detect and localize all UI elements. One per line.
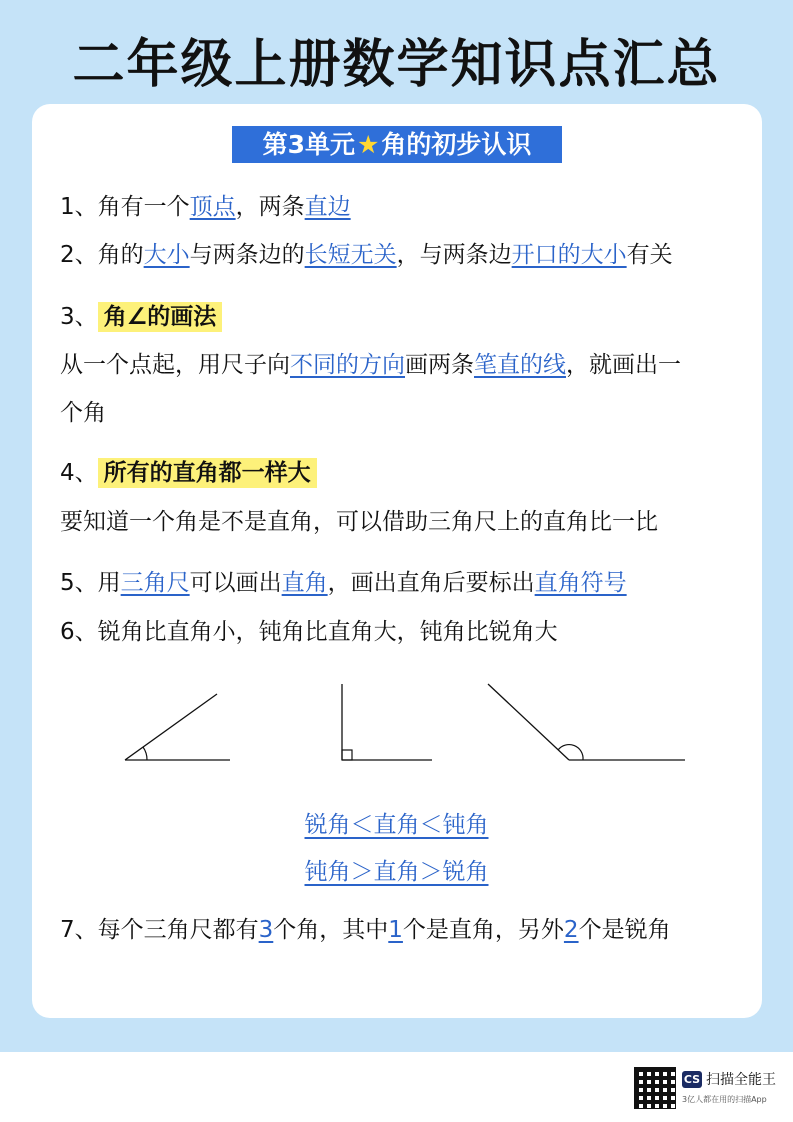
item-3-wrap: 个角: [60, 400, 106, 426]
item-1-mid: ，两条: [235, 194, 305, 220]
page-title: 二年级上册数学知识点汇总: [72, 35, 721, 95]
item-4-heading: [60, 458, 317, 488]
item-3-body: [60, 350, 681, 380]
item-7: [60, 915, 671, 945]
item-3-lead: 从一个点起，用尺子向: [60, 352, 290, 378]
app-tagline: 3亿人都在用的扫描App: [682, 1095, 767, 1104]
item-6: 6、锐角比直角小，钝角比直角大，钝角比锐角大: [60, 619, 558, 645]
keyword-right-angle: 直角: [281, 570, 328, 596]
item-3-mid: 画两条: [405, 352, 474, 378]
item-7-tail: 个是锐角: [578, 917, 671, 943]
item-5-mid1: 可以画出: [189, 570, 282, 596]
item-7-mid2: 个是直角，另外: [402, 917, 564, 943]
number-two: 2: [563, 917, 579, 943]
comparison-ascending: [0, 806, 793, 839]
comparison-descending: [0, 853, 793, 886]
item-3-heading: [60, 302, 222, 332]
scanner-watermark: [634, 1066, 784, 1110]
item-2: [60, 240, 673, 270]
app-name: 扫描全能王: [706, 1072, 776, 1088]
number-one: 1: [388, 917, 403, 943]
item-5-lead: 5、用: [60, 570, 121, 596]
angle-diagrams: [110, 672, 700, 772]
qr-code-icon: [634, 1067, 676, 1109]
keyword-opening-size: 开口的大小: [511, 242, 627, 268]
item-1: [60, 192, 351, 222]
keyword-length-irrelevant: 长短无关: [304, 242, 397, 268]
cs-logo: CS: [683, 1073, 701, 1086]
right-angle-figure: [342, 684, 432, 760]
item-1-lead: 1、角有一个: [60, 194, 190, 220]
item-2-mid2: ，与两条边: [396, 242, 512, 268]
item-4-highlight: 所有的直角都一样大: [98, 458, 317, 488]
unit-badge: [232, 126, 562, 163]
item-4-body: 要知道一个角是不是直角，可以借助三角尺上的直角比一比: [60, 509, 658, 535]
keyword-set-square: 三角尺: [120, 570, 190, 596]
item-2-lead: 2、角的: [60, 242, 144, 268]
item-3-highlight: 角∠的画法: [98, 302, 223, 332]
unit-prefix: 第3单元: [262, 130, 355, 159]
keyword-straight-lines: 笔直的线: [474, 352, 566, 378]
item-3-number: 3、: [60, 304, 98, 330]
obtuse-angle-figure: [488, 684, 685, 760]
keyword-straight-sides: 直边: [304, 194, 351, 220]
star-icon: ★: [356, 130, 380, 159]
item-2-tail: 有关: [626, 242, 673, 268]
comparison-descending-text: 钝角＞直角＞锐角: [304, 859, 489, 885]
item-3-tail: ，就画出一: [566, 352, 681, 378]
item-5-mid2: ，画出直角后要标出: [327, 570, 535, 596]
keyword-vertex: 顶点: [189, 194, 236, 220]
item-7-mid1: 个角，其中: [273, 917, 389, 943]
comparison-ascending-text: 锐角＜直角＜钝角: [304, 812, 489, 838]
item-7-lead: 7、每个三角尺都有: [60, 917, 259, 943]
number-three: 3: [258, 917, 274, 943]
keyword-different-direction: 不同的方向: [290, 352, 405, 378]
item-2-mid1: 与两条边的: [189, 242, 305, 268]
item-4-number: 4、: [60, 460, 98, 486]
unit-name: 角的初步认识: [381, 130, 532, 159]
keyword-size: 大小: [143, 242, 190, 268]
keyword-right-angle-symbol: 直角符号: [534, 570, 627, 596]
acute-angle-figure: [125, 694, 230, 760]
item-5: [60, 568, 627, 598]
